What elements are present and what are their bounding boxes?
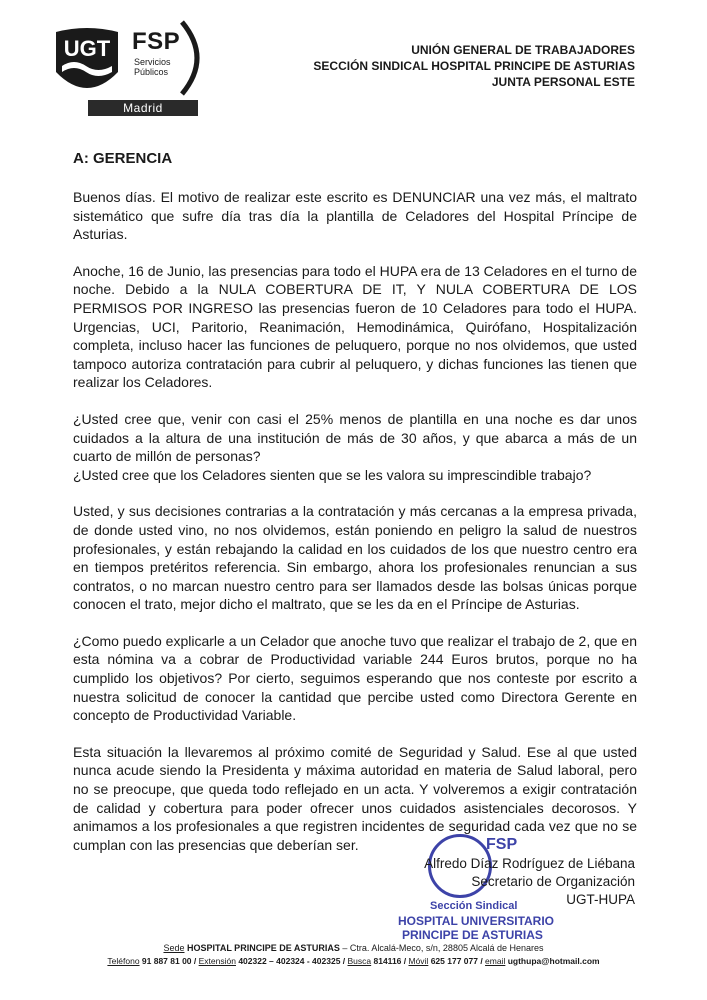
signatory-name: Alfredo Díaz Rodríguez de Liébana	[424, 856, 635, 871]
paragraph-4: ¿Como puedo explicarle a un Celador que anoche tuvo que realizar el trabajo de 2, que en esta nómina va a cobrar de Productividad variable 244 Euros brutos, porque no ha cumplido los objetivos? Por cierto, seguimos esperando que nos conteste por escrito a nuestra solicitud de conocer la cantidad que percibe usted como Directora Gerente en concepto de Productividad Variable.	[73, 632, 637, 724]
region-band: Madrid	[88, 100, 198, 116]
footer-tel: 91 887 81 00 /	[139, 956, 199, 966]
footer-busca-label: Busca	[347, 956, 372, 966]
fsp-title: FSP	[132, 28, 181, 55]
stamp-line-2: HOSPITAL UNIVERSITARIO	[398, 914, 555, 928]
footer-ext: 402322 – 402324 - 402325 /	[235, 956, 348, 966]
ugt-badge-text: UGT	[63, 36, 111, 61]
stamp-line-3: PRINCIPE DE ASTURIAS	[402, 928, 543, 942]
footer-sede-name: HOSPITAL PRINCIPE DE ASTURIAS	[187, 943, 340, 953]
ugt-badge-icon	[48, 26, 126, 102]
footer-ext-label: Extensión	[198, 956, 236, 966]
footer-sede-label: Sede	[163, 943, 185, 953]
ugt-fsp-logo	[48, 14, 223, 120]
paragraph-5: Esta situación la llevaremos al próximo comité de Seguridad y Salud. Ese al que usted nunca acude siendo la Presidenta y máxima autoridad en materia de Salud laboral, pero no se preocupe, que queda todo reflejado en un acta. Y volveremos a exigir contratación de calidad y cobertura para poder ofrecer unos cuidados asistenciales decorosos. Y animamos a los profesionales a que registren incidentes de seguridad cada vez que no se cumplan con las presencias que deberían ser.	[73, 743, 637, 853]
header-line-3: JUNTA PERSONAL ESTE	[491, 75, 635, 89]
paragraph-3: Usted, y sus decisiones contrarias a la contratación y más cercanas a la empresa privada, de donde usted vino, no nos olvidemos, están poniendo en peligro la salud de nuestros profesionales, y están rebajando la calidad en los cuidados de los que nuestro centro era en tiempos pretéritos referencia. Sin embargo, ahora los profesionales renuncian a sus contratos, o no marcan nuestro centro para ser llamados desde las bolsas únicas porque conocen el trato, mejor dicho el maltrato, que se les da en el Príncipe de Asturias.	[73, 503, 637, 613]
signatory-org: UGT-HUPA	[566, 892, 635, 907]
fsp-subtitle-line2: Públicos	[134, 67, 169, 77]
footer-movil: 625 177 077 /	[428, 956, 486, 966]
signatory-role: Secretario de Organización	[471, 874, 635, 889]
question-2: ¿Usted cree que los Celadores sienten que se les valora su imprescindible trabajo?	[73, 466, 592, 483]
footer-tel-label: Teléfono	[107, 956, 140, 966]
stamp-line-1: Sección Sindical	[430, 900, 518, 912]
footer-address	[0, 943, 707, 953]
salutation: A: GERENCIA	[73, 150, 173, 167]
question-1: ¿Usted cree que, venir con casi el 25% menos de plantilla en una noche es dar unos cuidados a la altura de una institución de más de 30 años, y que abarca a más de un cuarto de millón de personas?	[73, 410, 637, 465]
footer-email-label: email	[485, 956, 506, 966]
stamp-title: FSP	[486, 836, 518, 853]
logo-arc-icon	[176, 18, 216, 98]
header-line-1: UNIÓN GENERAL DE TRABAJADORES	[411, 43, 635, 57]
footer-email[interactable]: ugthupa@hotmail.com	[505, 956, 600, 966]
footer-busca: 814116 /	[371, 956, 409, 966]
signature-block	[424, 855, 635, 909]
header-line-2: SECCIÓN SINDICAL HOSPITAL PRINCIPE DE ASTURIAS	[313, 59, 635, 73]
letter-body	[73, 188, 637, 872]
footer-movil-label: Móvil	[408, 956, 429, 966]
fsp-subtitle	[134, 57, 171, 77]
footer-contacts	[0, 956, 707, 966]
paragraph-1: Buenos días. El motivo de realizar este escrito es DENUNCIAR una vez más, el maltrato sistemático que sufre día tras día la plantilla de Celadores del Hospital Príncipe de Asturias.	[73, 189, 637, 243]
fsp-subtitle-line1: Servicios	[134, 57, 171, 67]
paragraph-2: Anoche, 16 de Junio, las presencias para todo el HUPA era de 13 Celadores en el turno de noche. Debido a la NULA COBERTURA DE IT, Y NULA COBERTURA DE LOS PERMISOS POR INGRESO las presencias fueron de 10 Celadores para todo el HUPA. Urgencias, UCI, Paritorio, Reanimación, Hemodinámica, Quirófano, Hospitalización completa, incluso hacer las funciones de peluquero, porque no nos olvidemos, que usted tampoco autoriza contratación para cubrir al peluquero, y dichas funciones las tienen que realizar los Celadores.	[73, 262, 637, 391]
footer-address-text: – Ctra. Alcalá-Meco, s/n, 28805 Alcalá de Henares	[342, 943, 544, 953]
document-header	[313, 42, 635, 90]
